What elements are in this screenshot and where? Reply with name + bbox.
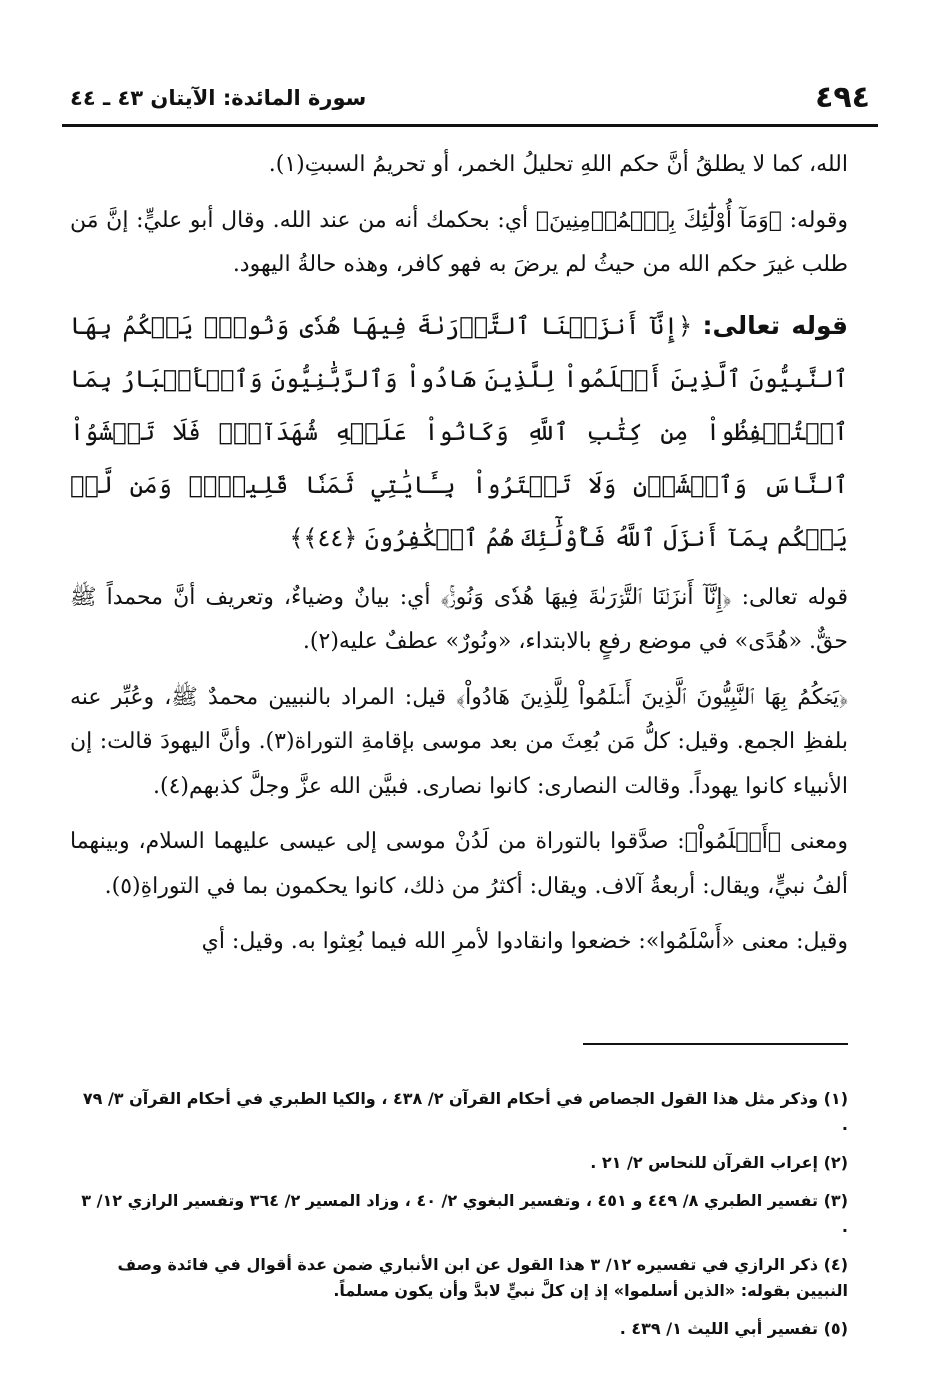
- paragraph: وقوله: ﴿وَمَآ أُوْلَٰٓئِكَ بِٱلۡمُؤۡمِنِينَ﴾ أي: بحكمك أنه من عند الله. وقال أبو عليٍّ: إنَّ مَن طلب غيرَ حكم الله من حيثُ لم يرضَ به فهو كافر، وهذه حالةُ اليهود.: [70, 207, 848, 277]
- verse-lead: قوله تعالى:: [702, 310, 849, 340]
- footnotes: [78, 1086, 848, 1354]
- page-number: ٤٩٤: [815, 80, 870, 115]
- paragraph: قوله تعالى: ﴿إِنَّآ أَنزَلۡنَا ٱلتَّوۡرَىٰةَ فِيهَا هُدٗى وَنُورٞۚ﴾ أي: بيانٌ وضياءٌ، وتعريف أنَّ محمداً ﷺ حقٌّ. «هُدًى» في موضع رفعٍ بالابتداء، «ونُورٌ» عطفٌ عليه(٢).: [70, 584, 848, 654]
- page-header: [62, 78, 878, 122]
- footnote: (١) وذكر مثل هذا القول الجصاص في أحكام القرآن ٢/ ٤٣٨ ، والكيا الطبري في أحكام القرآن ٣/ ٧٩ .: [82, 1089, 848, 1134]
- footnote: (٥) تفسير أبي الليث ١/ ٤٣٩ .: [619, 1319, 848, 1338]
- footnote-rule: [583, 1043, 848, 1045]
- header-rule: [62, 124, 878, 127]
- quran-verse: [70, 299, 848, 565]
- paragraph: ومعنى ﴿أَسۡلَمُواْ﴾: صدَّقوا بالتوراة من لَدُنْ موسى إلى عيسى عليهما السلام، وبينهما ألفُ نبيٍّ، ويقال: أربعةُ آلاف. ويقال: أكثرُ من ذلك، كانوا يحكمون بما في التوراةِ(٥).: [70, 829, 848, 899]
- paragraph: وقيل: معنى «أَسْلَمُوا»: خضعوا وانقادوا لأمرِ الله فيما بُعِثوا به. وقيل: أي: [201, 929, 848, 954]
- running-title: سورة المائدة: الآيتان ٤٣ ـ ٤٤: [70, 86, 367, 110]
- paragraph: الله، كما لا يطلقُ أنَّ حكم اللهِ تحليلُ الخمر، أو تحريمُ السبتِ(١).: [268, 152, 848, 177]
- footnote: (٤) ذكر الرازي في تفسيره ١٢/ ٣ هذا القول عن ابن الأنباري ضمن عدة أقوال في فائدة وصف النبيين بقوله: «الذين أسلموا» إذ إن كلَّ نبيٍّ لابدَّ وأن يكون مسلماً.: [117, 1255, 848, 1300]
- main-text: [70, 143, 848, 976]
- footnote: (٣) تفسير الطبري ٨/ ٤٤٩ و ٤٥١ ، وتفسير البغوي ٢/ ٤٠ ، وزاد المسير ٢/ ٣٦٤ وتفسير الرازي ١٢/ ٣ .: [81, 1191, 848, 1236]
- verse-text: ﴿إِنَّآ أَنزَلۡنَا ٱلتَّوۡرَىٰةَ فِيهَا هُدٗى وَنُورٞۚ يَحۡكُمُ بِهَا ٱلنَّبِيُّونَ ٱلَّذِينَ أَسۡلَمُواْ لِلَّذِينَ هَادُواْ وَٱلرَّبَّٰنِيُّونَ وَٱلۡأَحۡبَارُ بِمَا ٱسۡتُحۡفِظُواْ مِن كِتَٰبِ ٱللَّهِ وَكَانُواْ عَلَيۡهِ شُهَدَآءَۚ فَلَا تَخۡشَوُاْ ٱلنَّاسَ وَٱخۡشَوۡنِ وَلَا تَشۡتَرُواْ بِـَٔايَٰتِي ثَمَنٗا قَلِيلٗاۚ وَمَن لَّمۡ يَحۡكُم بِمَآ أَنزَلَ ٱللَّهُ فَأُوْلَٰٓئِكَ هُمُ ٱلۡكَٰفِرُونَ ﴿٤٤﴾﴾: [70, 311, 848, 552]
- footnote: (٢) إعراب القرآن للنحاس ٢/ ٢١ .: [590, 1153, 848, 1172]
- paragraph: ﴿يَحۡكُمُ بِهَا ٱلنَّبِيُّونَ ٱلَّذِينَ أَسۡلَمُواْ لِلَّذِينَ هَادُواْ﴾ قيل: المراد بالنبيين محمدٌ ﷺ، وعُبِّر عنه بلفظِ الجمع. وقيل: كلُّ مَن بُعِثَ من بعد موسى بإقامةِ التوراة(٣). وأنَّ اليهودَ قالت: إن الأنبياء كانوا يهوداً. وقالت النصارى: كانوا نصارى. فبيَّن الله عزَّ وجلَّ كذبهم(٤).: [70, 684, 849, 799]
